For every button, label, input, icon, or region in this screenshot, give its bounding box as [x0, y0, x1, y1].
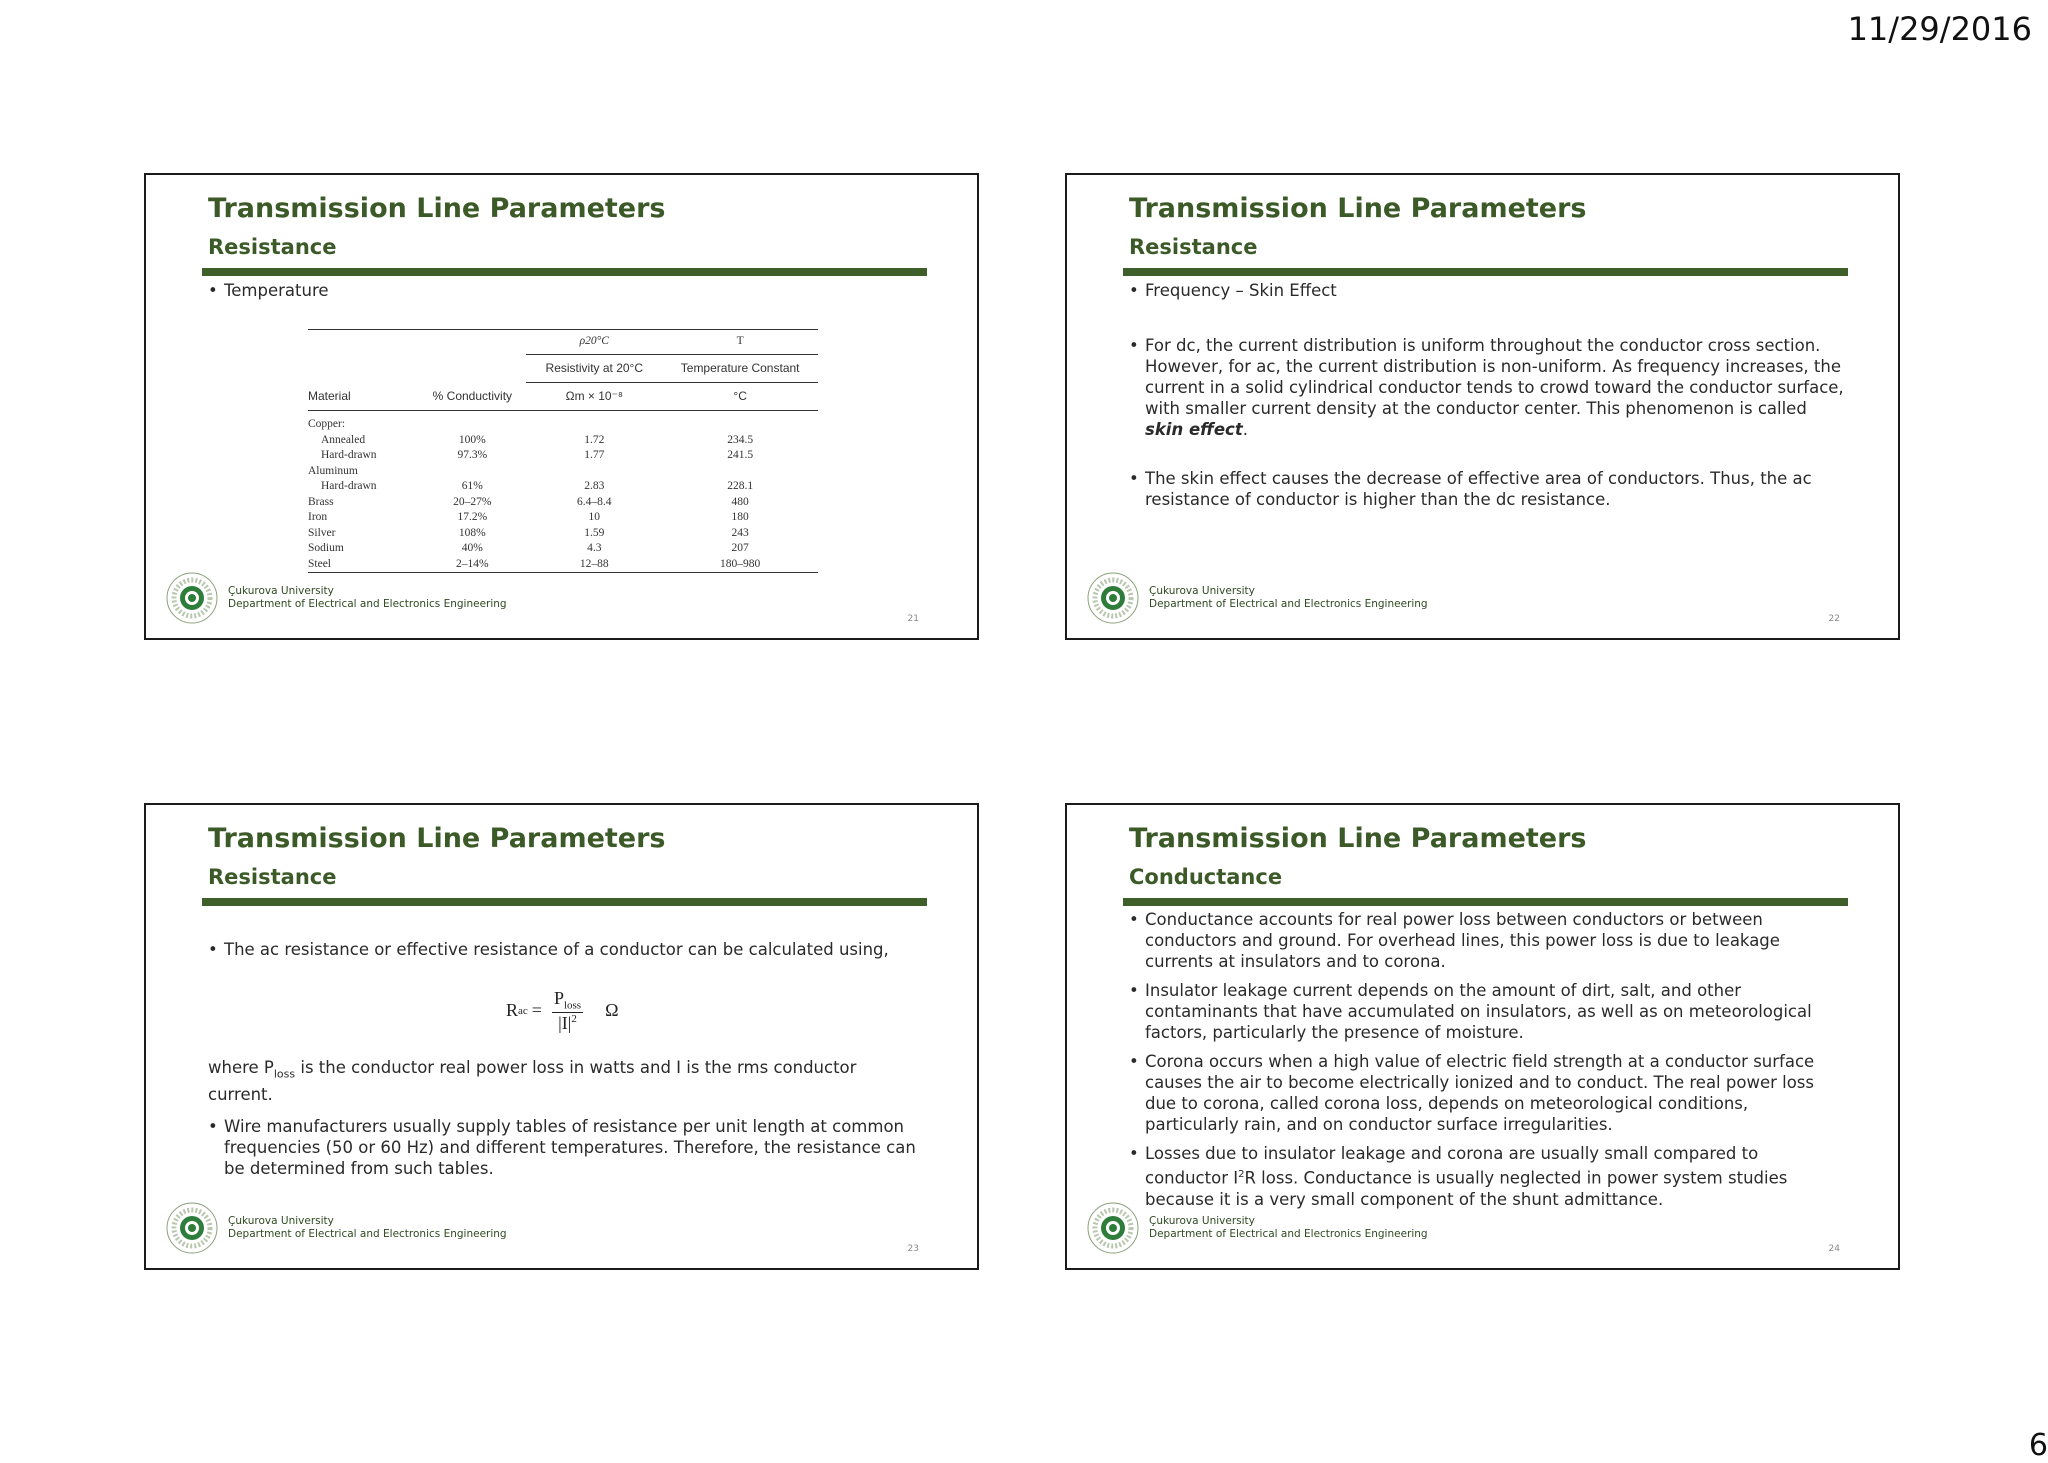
bullet: • Wire manufacturers usually supply tables of resistance per unit length at common frequencies (50 or 60 Hz) and different temperatures. Therefore, the resistance can be determined from such tables.: [208, 1116, 925, 1179]
table-row: Sodium 40% 4.3 207: [308, 542, 749, 554]
bullet: • Corona occurs when a high value of electric field strength at a conductor surface causes the air to become electrically ionized and to conduct. The real power loss due to corona, called corona loss, depends on meteorological conditions, particularly rain, and on conductor surface irregularities.: [1129, 1051, 1846, 1135]
slide-subtitle: Resistance: [208, 235, 337, 259]
footer-department: Department of Electrical and Electronics Engineering: [228, 598, 507, 610]
slide-body: [1129, 280, 1846, 510]
slide-subtitle: Resistance: [1129, 235, 1258, 259]
slide-body: [208, 280, 925, 301]
slide-footer: [166, 1202, 507, 1254]
rac-formula: R ac = $\frac{P_{loss}}{|I|^2}$ Ω: [506, 988, 619, 1033]
bullet: • Conductance accounts for real power loss between conductors or between conductors and ground. For overhead lines, this power loss is due to leakage currents at insulators and to corona.: [1129, 909, 1846, 972]
skin-effect-term: skin effect: [1145, 420, 1243, 439]
table-row: Iron 17.2% 10 180: [308, 511, 749, 523]
bullet: • Insulator leakage current depends on the amount of dirt, salt, and other contaminants that have accumulated on insulators, as well as on meteorological factors, particularly the presence of moisture.: [1129, 980, 1846, 1043]
bullet: • Frequency – Skin Effect: [1129, 280, 1846, 301]
slide-number: 21: [907, 614, 919, 624]
where-text: where $P_{loss}$ is the conductor real power loss in watts and I is the rms conductor current.: [208, 1058, 857, 1105]
col-unit-resistivity: Ωm × 10⁻⁸: [565, 388, 623, 403]
slide-title: Transmission Line Parameters: [208, 193, 666, 224]
table-row: Annealed 100% 1.72 234.5: [321, 433, 754, 446]
slide-subtitle: Conductance: [1129, 865, 1283, 889]
footer-university: Çukurova University: [1149, 585, 1255, 597]
slide-footer: [1087, 1202, 1428, 1254]
footer-university: Çukurova University: [228, 585, 334, 597]
footer-department: Department of Electrical and Electronics Engineering: [228, 1228, 507, 1240]
slide-23: [144, 803, 979, 1270]
footer-department: Department of Electrical and Electronics Engineering: [1149, 1228, 1428, 1240]
header-rho: ρ20°C: [526, 330, 662, 355]
slide-footer: [1087, 572, 1428, 624]
table-row: Aluminum: [308, 464, 358, 477]
title-rule: [1123, 898, 1848, 906]
col-material: Material: [308, 388, 351, 403]
col-unit-temp: °C: [733, 388, 747, 403]
slide-body: [208, 939, 925, 960]
title-rule: [202, 268, 927, 276]
slide-number: 22: [1828, 614, 1840, 624]
slide-title: Transmission Line Parameters: [208, 823, 666, 854]
sub-bullet: • For dc, the current distribution is uniform throughout the conductor cross section. However, for ac, the current distribution is non-uniform. As frequency increases, the current in a solid cylindrical conductor tends to crowd toward the conductor surface, with smaller current density at the conductor center. This phenomenon is called skin effect.: [1129, 335, 1846, 440]
header-T: T: [662, 330, 818, 355]
table-row: Brass 20–27% 6.4–8.4 480: [308, 495, 749, 508]
slide-24: [1065, 803, 1900, 1270]
slide-number: 23: [907, 1244, 919, 1254]
bullet: • The ac resistance or effective resistance of a conductor can be calculated using,: [208, 939, 925, 960]
university-logo-icon: [166, 572, 218, 624]
table-row: Hard-drawn 61% 2.83 228.1: [321, 480, 754, 492]
footer-university: Çukurova University: [1149, 1215, 1255, 1227]
bullet: • Losses due to insulator leakage and corona are usually small compared to conductor $I^2R$ loss. Conductance is usually neglected in power system studies because it is a very small component of the shunt admittance.: [1129, 1143, 1846, 1210]
table-row: Silver 108% 1.59 243: [308, 526, 749, 539]
header-temp-constant: Temperature Constant: [662, 355, 818, 383]
university-logo-icon: [1087, 572, 1139, 624]
university-logo-icon: [166, 1202, 218, 1254]
bullet: • Temperature: [208, 280, 925, 301]
header-resistivity: Resistivity at 20°C: [526, 355, 662, 383]
resistivity-table: [308, 329, 818, 573]
university-logo-icon: [1087, 1202, 1139, 1254]
slide-22: [1065, 173, 1900, 640]
footer-department: Department of Electrical and Electronics Engineering: [1149, 598, 1428, 610]
title-rule: [1123, 268, 1848, 276]
col-conductivity: % Conductivity: [432, 388, 513, 403]
slide-body: [1129, 909, 1846, 1210]
slide-subtitle: Resistance: [208, 865, 337, 889]
slide-title: Transmission Line Parameters: [1129, 823, 1587, 854]
slide-footer: [166, 572, 507, 624]
table-row: Steel 2–14% 12–88 180–980: [308, 557, 818, 573]
table-row: Copper:: [308, 418, 346, 430]
slide-21: [144, 173, 979, 640]
table-row: Hard-drawn 97.3% 1.77 241.5: [321, 449, 754, 461]
title-rule: [202, 898, 927, 906]
handout-page-number: 6: [2028, 1428, 2048, 1463]
slide-title: Transmission Line Parameters: [1129, 193, 1587, 224]
sub-bullet: • The skin effect causes the decrease of effective area of conductors. Thus, the ac resistance of conductor is higher than the dc resistance.: [1129, 468, 1846, 510]
slide-number: 24: [1828, 1244, 1840, 1254]
print-date: 11/29/2016: [1847, 10, 2032, 48]
footer-university: Çukurova University: [228, 1215, 334, 1227]
slide-body-2: [208, 1116, 925, 1179]
